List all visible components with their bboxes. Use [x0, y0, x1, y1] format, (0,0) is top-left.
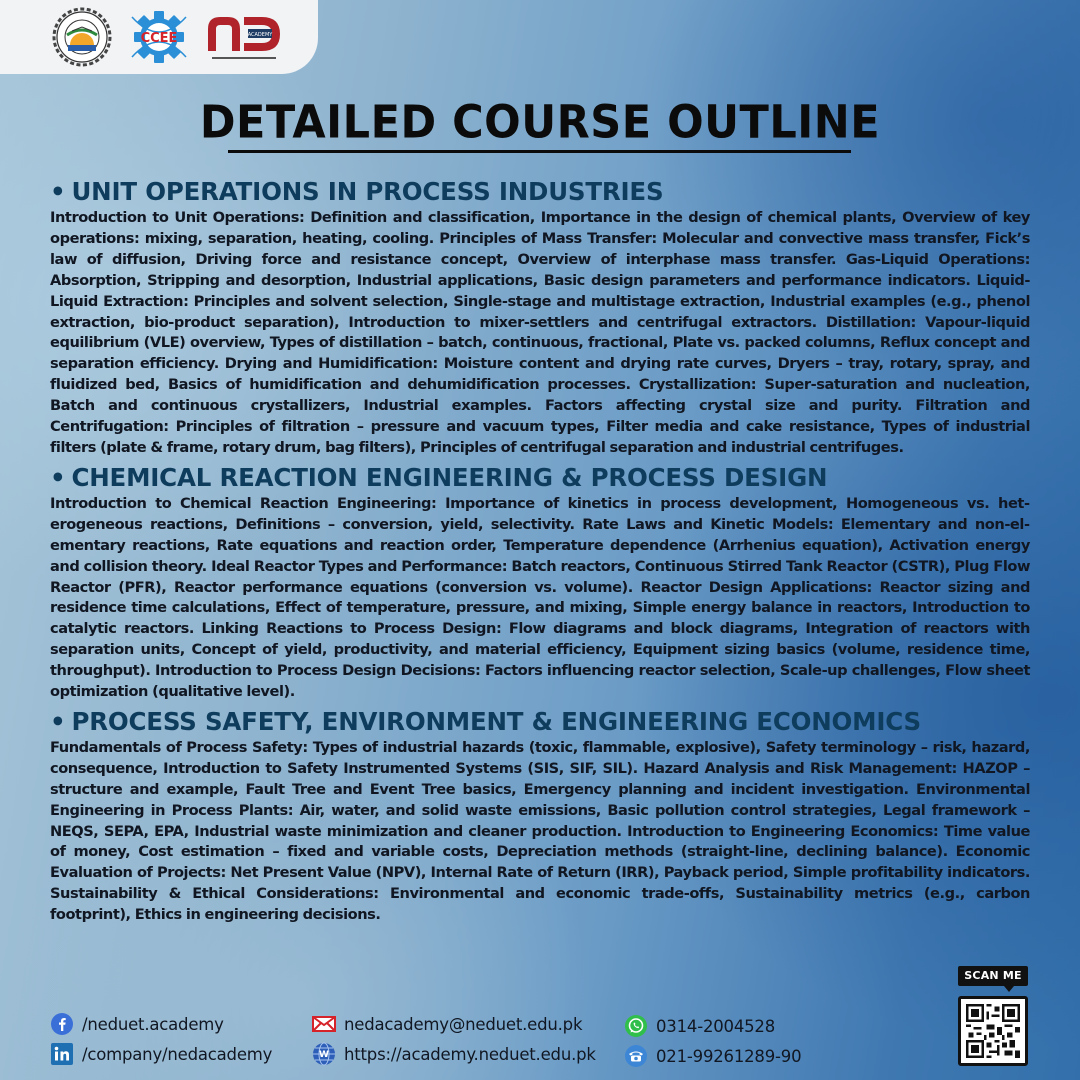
svg-text:W: W — [319, 1050, 329, 1060]
scan-me-label: SCAN ME — [958, 966, 1028, 986]
nd-academy-logo — [204, 7, 284, 67]
email-icon — [312, 1012, 336, 1036]
whatsapp-link[interactable] — [624, 1014, 775, 1038]
svg-text:CCEE: CCEE — [140, 31, 178, 46]
page-title: DETAILED COURSE OUTLINE — [199, 96, 881, 150]
ccee-logo — [128, 7, 190, 67]
bullet-icon: • — [50, 177, 66, 206]
telephone-icon — [624, 1044, 648, 1068]
logo-bar — [0, 0, 318, 74]
footer-contacts — [50, 1012, 850, 1072]
section-heading — [50, 706, 1030, 738]
globe-icon — [312, 1042, 336, 1066]
website-url: https://academy.neduet.edu.pk — [344, 1044, 596, 1064]
section-heading — [50, 176, 1030, 208]
linkedin-handle: /company/nedacademy — [82, 1044, 273, 1064]
bullet-icon: • — [50, 462, 66, 492]
section-heading-text: PROCESS SAFETY, ENVIRONMENT & ENGINEERING ECONOMICS — [71, 706, 921, 736]
phone-link[interactable] — [624, 1044, 801, 1068]
email-address: nedacademy@neduet.edu.pk — [344, 1014, 583, 1034]
section-body: Introduction to Unit Operations: Definition and classification, Importance in the design of chemical plants, Overview of key operations: mixing, separation, heating, cooling. Principles of Mass Transfer: Molecular and convective mass transfer, Fick’s law of diffusion, Driving force and resistance concept, Overview of interphase mass transfer. Gas-Liquid Operations: Absorption, Stripping and desorption, Industrial applications, Basic design parameters and performance indicators. Liquid-Liquid Extraction: Principles and solvent selection, Single-stage and multistage extraction, Industrial examples (e.g., phenol extraction, bio-product separation), Introduction to mixer-settlers and centrifugal extractors. Distillation: Vapour-liquid equilibrium (VLE) overview, Types of distillation – batch, continuous, fractional, Plate vs. packed columns, Reflux concept and separation efficiency. Drying and Humidification: Moisture content and drying rate curves, Dryers – tray, rotary, spray, and fluidized bed, Basics of humidification and dehumidification processes. Crystallization: Super-saturation and nucleation, Batch and continuous crystallizers, Industrial examples. Factors affecting crystal size and purity. Filtration and Centrifugation: Principles of filtration – pressure and vacuum types, Filter media and cake resistance, Types of industrial filters (plate & frame, rotary drum, bag filters), Principles of centrifugal separation and industrial centrifuges. — [50, 209, 1030, 456]
whatsapp-icon — [624, 1014, 648, 1038]
facebook-icon — [50, 1012, 74, 1036]
facebook-link[interactable] — [50, 1012, 224, 1036]
section-process-safety — [50, 706, 1030, 926]
qr-code-icon — [966, 1004, 1020, 1058]
section-heading — [50, 462, 1030, 494]
section-heading-text: CHEMICAL REACTION ENGINEERING & PROCESS DESIGN — [71, 462, 828, 492]
website-link[interactable] — [312, 1042, 596, 1066]
svg-text:ACADEMY: ACADEMY — [247, 32, 273, 38]
qr-code-block[interactable] — [958, 966, 1028, 1066]
section-chemical-reaction-engineering — [50, 462, 1030, 703]
title-underline — [228, 150, 851, 153]
ned-university-seal-logo — [50, 5, 114, 69]
qr-code[interactable] — [958, 996, 1028, 1066]
phone-number: 021-99261289-90 — [656, 1046, 802, 1066]
bullet-icon: • — [50, 706, 66, 736]
section-body: Fundamentals of Process Safety: Types of industrial hazards (toxic, flammable, explosive), Safety terminology – risk, hazard, consequence, Introduction to Safety Instrumented Systems (SIS, SIF, SIL). Hazard Analysis and Risk Management: HAZOP – structure and example, Fault Tree and Event Tree basics, Emergency planning and incident investigation. Environmental Engineering in Process Plants: Air, water, and solid waste emissions, Basic pollution control strategies, Legal framework – NEQS, SEPA, EPA, Industrial waste minimization and cleaner production. Introduction to Engineering Economics: Time value of money, Cost estimation – fixed and variable costs, Depreciation methods (straight-line, declining balance). Economic Evaluation of Projects: Net Present Value (NPV), Internal Rate of Return (IRR), Payback period, Simple profitability indicators. Sustainability & Ethical Considerations: Environmental and economic trade-offs, Sustainability metrics (e.g., carbon footprint), Ethics in engineering decisions. — [50, 738, 1030, 924]
linkedin-icon — [50, 1042, 74, 1066]
section-heading-text: UNIT OPERATIONS IN PROCESS INDUSTRIES — [71, 177, 664, 206]
whatsapp-number: 0314-2004528 — [656, 1016, 776, 1036]
course-outline — [50, 176, 1030, 929]
section-unit-operations — [50, 176, 1030, 459]
linkedin-link[interactable] — [50, 1042, 272, 1066]
section-body: Introduction to Chemical Reaction Engineering: Importance of kinetics in process development, Homogeneous vs. heterogeneous reactions, Definitions – conversion, yield, selectivity. Rate Laws and Kinetic Models: Elementary and non-elementary reactions, Rate equations and reaction order, Temperature dependence (Arrhenius equation), Activation energy and collision theory. Ideal Reactor Types and Performance: Batch reactors, Continuous Stirred Tank Reactor (CSTR), Plug Flow Reactor (PFR), Reactor performance equations (conversion vs. volume). Reactor Design Applications: Reactor sizing and residence time calculations, Effect of temperature, pressure, and mixing, Simple energy balance in reactors, Introduction to catalytic reactors. Linking Reactions to Process Design: Flow diagrams and block diagrams, Integration of reactors with separation units, Concept of yield, productivity, and material efficiency, Equipment sizing basics (volume, residence time, throughput). Introduction to Process Design Decisions: Factors influencing reactor selection, Scale-up challenges, Flow sheet optimization (qualitative level). — [50, 494, 1030, 701]
facebook-handle: /neduet.academy — [82, 1014, 224, 1034]
email-link[interactable] — [312, 1012, 582, 1036]
